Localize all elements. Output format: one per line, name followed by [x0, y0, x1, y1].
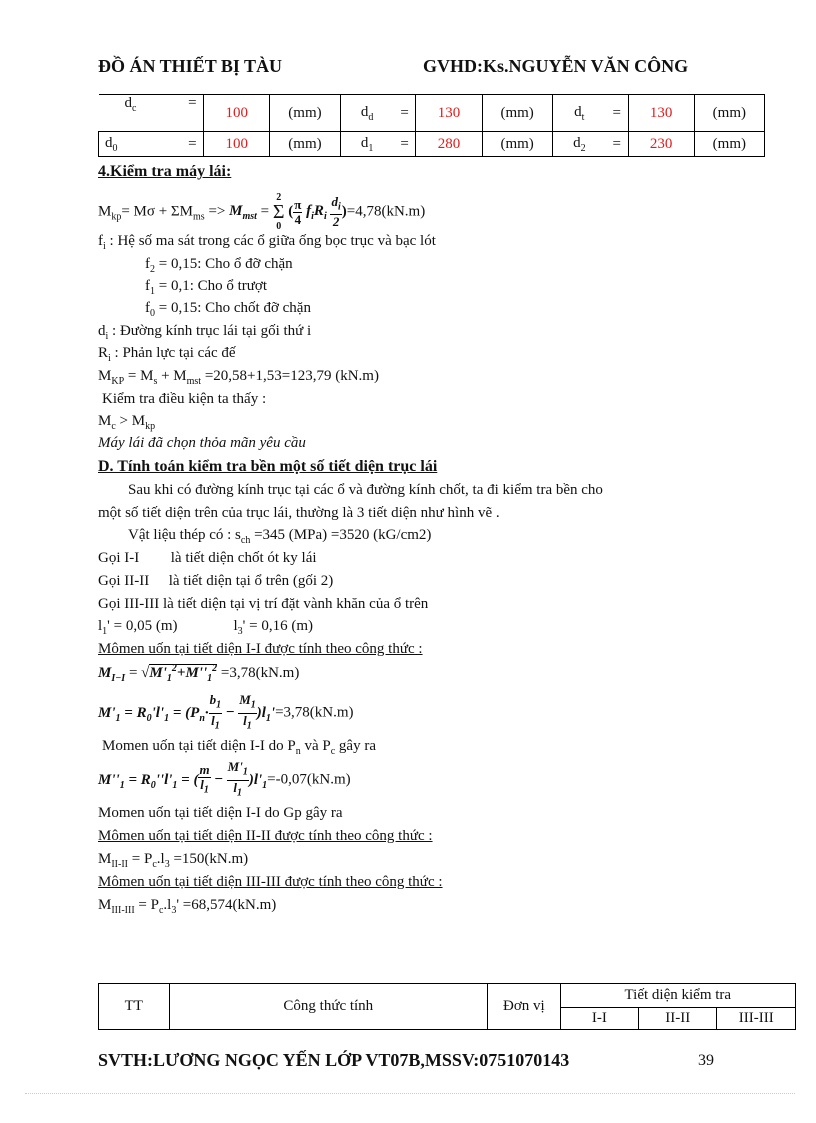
f0-line: $f_0 = 0,15$: Cho chốt đỡ chặn — [145, 300, 311, 319]
m1-gp-line: Momen uốn tại tiết diện I-I do Gp gây ra — [98, 805, 343, 821]
dim-value: 130 — [628, 95, 694, 132]
f2-text: = 0,15: Cho ổ đỡ chặn — [158, 256, 293, 272]
m3-heading: Mômen uốn tại tiết diện III-III được tính theo công thức : — [98, 874, 443, 890]
dim-unit: (mm) — [270, 95, 340, 132]
l3-value: = 0,16 (m) — [249, 618, 313, 634]
m1-formula: $M_{I-I} = √M'_1^2+M''_1^2 =3,78(kN.m)$ — [98, 663, 300, 684]
section-def-text: là tiết diện tại ổ trên (gối 2) — [168, 573, 334, 589]
mkp-value: =20,58+1,53=123,79 (kN.m) — [204, 368, 379, 384]
page-divider — [25, 1093, 795, 1094]
dim-unit: (mm) — [482, 132, 552, 157]
col-section: Tiết diện kiểm tra — [560, 984, 795, 1008]
dim-label: $d_d$ — [340, 95, 394, 132]
m1p-result: =3,78(kN.m) — [275, 704, 354, 721]
length-line: $l_1' = 0,05$ (m) $l_3' = 0,16$ (m) — [98, 618, 313, 637]
m3-value: =68,574(kN.m) — [182, 897, 277, 913]
ri-line: $R_i$ : Phản lực tại các đế — [98, 345, 236, 364]
di-line: $d_i$ : Đường kính trục lái tại gối thứ i — [98, 323, 312, 342]
f1-line: $f_1 = 0,1$: Cho ổ trượt — [145, 278, 268, 297]
dim-label: $d_1$ — [340, 132, 394, 157]
dim-unit: (mm) — [694, 132, 764, 157]
section-def-3: Gọi III-III là tiết diện tại vị trí đặt vành khăn của ổ trên — [98, 596, 429, 612]
dim-eq: = — [606, 132, 628, 157]
col-formula: Công thức tính — [169, 984, 487, 1030]
fi-desc: Hệ số ma sát trong các ổ giữa ống bọc trục và bạc lót — [117, 233, 436, 249]
fraction: $\frac{m}{l_1}$ — [199, 761, 210, 796]
dim-eq: = — [182, 132, 204, 157]
m2-heading: Mômen uốn tại tiết diện II-II được tính theo công thức : — [98, 828, 433, 844]
paragraph: Sau khi có đường kính trục tại các ổ và đường kính chốt, ta đi kiểm tra bền cho — [128, 482, 603, 498]
material-sub: ch — [240, 535, 251, 546]
header-right: GVHD:Ks.NGUYỄN VĂN CÔNG — [423, 56, 689, 76]
section-title: 4.Kiểm tra máy lái: — [98, 163, 232, 180]
f1-text: = 0,1: Cho ổ trượt — [158, 278, 268, 294]
dim-value: 130 — [416, 95, 482, 132]
fraction: $\frac{b_1}{l_1}$ — [209, 692, 222, 732]
sum-symbol: 2 Σ 0 — [272, 192, 285, 232]
m2-value: =150(kN.m) — [173, 851, 249, 867]
footer-left: SVTH:LƯƠNG NGỌC YẾN LỚP VT07B,MSSV:0751070143 — [98, 1050, 570, 1070]
fraction: $\frac{d_i}{2}$ — [331, 193, 341, 230]
m2-formula: $M_{II-II} = P_c.l_3 =150(kN.m)$ — [98, 851, 249, 870]
m1-result: =3,78(kN.m) — [220, 665, 300, 681]
ri-desc: Phản lực tại các đế — [122, 345, 236, 361]
fraction: $\frac{M_1}{l_1}$ — [239, 692, 256, 732]
check-table — [98, 983, 796, 1030]
dim-value: 230 — [628, 132, 694, 157]
m1pp-formula: $M''_1 = R_0''l'_1$ = ( $\frac{m}{l_1}$ − $\frac{M'_1}{l_1}$ )$l'_1=-0,07(kN.m)$ — [98, 759, 351, 799]
fraction: $\frac{M'_1}{l_1}$ — [227, 759, 248, 799]
col-sub: II-II — [639, 1008, 717, 1030]
dim-label: $d_c$ — [99, 95, 182, 132]
m1pp-result: =-0,07(kN.m) — [267, 771, 351, 788]
m1-pn-text2: gây ra — [335, 738, 376, 754]
dimension-row — [99, 95, 765, 132]
l1-value: = 0,05 (m) — [113, 618, 178, 634]
dimension-row — [99, 132, 765, 157]
dim-eq: = — [182, 95, 204, 132]
m1-heading: Mômen uốn tại tiết diện I-I được tính theo công thức : — [98, 641, 423, 657]
section-def-text: là tiết diện chốt ót ky lái — [170, 550, 317, 566]
dim-value: 100 — [204, 95, 270, 132]
dimension-table — [98, 94, 765, 157]
dim-value: 100 — [204, 132, 270, 157]
section-def-2: Gọi II-II là tiết diện tại ổ trên (gối 2) — [98, 573, 334, 589]
material-label: Vật liệu thép có : s — [128, 527, 241, 543]
dim-label: $d_t$ — [552, 95, 606, 132]
material-line — [128, 527, 431, 546]
dim-label: $d_0$ — [99, 132, 182, 157]
check-text: Kiểm tra điều kiện ta thấy : — [102, 391, 267, 407]
section-def-1: Gọi I-I là tiết diện chốt ót ky lái — [98, 550, 317, 566]
material-value: =345 (MPa) =3520 (kG/cm2) — [250, 527, 432, 543]
m1p-formula: $M'_1 = R_0'l'_1 = (P_n\cdot$ $\frac{b_1}{l_1}$ − $\frac{M_1}{l_1}$ )$l_1'=3,78(kN.m)$ — [98, 692, 354, 732]
m1-pn-text: Momen uốn tại tiết diện I-I do P — [102, 738, 296, 754]
mkp-value-line: $M_{KP} = M_s + M_{mst} =20,58+1,53=123,79$ (kN.m) — [98, 368, 379, 387]
mkp-result: =4,78(kN.m) — [346, 203, 426, 220]
section-def-text: là tiết diện tại vị trí đặt vành khăn của ổ trên — [162, 596, 429, 612]
m3-formula: $M_{III-III} = P_c.l_3' =68,574(kN.m)$ — [98, 897, 277, 916]
fi-line: $f_i$ : Hệ số ma sát trong các ổ giữa ống bọc trục và bạc lót — [98, 233, 436, 252]
dim-eq: = — [394, 95, 416, 132]
dim-eq: = — [394, 132, 416, 157]
paragraph: một số tiết diện trên của trục lái, thường là 3 tiết diện như hình vẽ . — [98, 505, 500, 521]
di-desc: Đường kính trục lái tại gối thứ i — [119, 323, 312, 339]
dim-unit: (mm) — [482, 95, 552, 132]
header-left: ĐỒ ÁN THIẾT BỊ TÀU — [98, 56, 283, 76]
col-sub: I-I — [560, 1008, 638, 1030]
dim-unit: (mm) — [694, 95, 764, 132]
m1-pn-line: Momen uốn tại tiết diện I-I do $P_n$ và $P_c$ gây ra — [102, 738, 376, 757]
conclusion: Máy lái đã chọn thỏa mãn yêu cầu — [98, 435, 306, 451]
page-number: 39 — [698, 1052, 714, 1069]
col-sub: III-III — [717, 1008, 796, 1030]
dim-value: 280 — [416, 132, 482, 157]
check-inequality: $M_c > M_{kp}$ — [98, 413, 156, 432]
dim-eq: = — [606, 95, 628, 132]
f0-text: = 0,15: Cho chốt đỡ chặn — [158, 300, 311, 316]
col-tt: TT — [99, 984, 170, 1030]
fraction: $\frac{\pi}{4}$ — [294, 196, 302, 227]
mkp-formula: $M_{kp}= M\sigma + \Sigma M_{ms} => M_{mst}$ = 2 Σ 0 ( $\frac{\pi}{4}$ $f_iR_i$ $\frac{d_i}{2}$ )=4,78(kN.m) — [98, 192, 426, 232]
f2-line: $f_2 = 0,15$: Cho ổ đỡ chặn — [145, 256, 293, 275]
table-header-row — [99, 984, 796, 1008]
dim-label: $d_2$ — [552, 132, 606, 157]
col-unit: Đơn vị — [488, 984, 561, 1030]
dim-unit: (mm) — [270, 132, 340, 157]
section-d-title: D. Tính toán kiểm tra bền một số tiết diện trục lái — [98, 458, 438, 475]
